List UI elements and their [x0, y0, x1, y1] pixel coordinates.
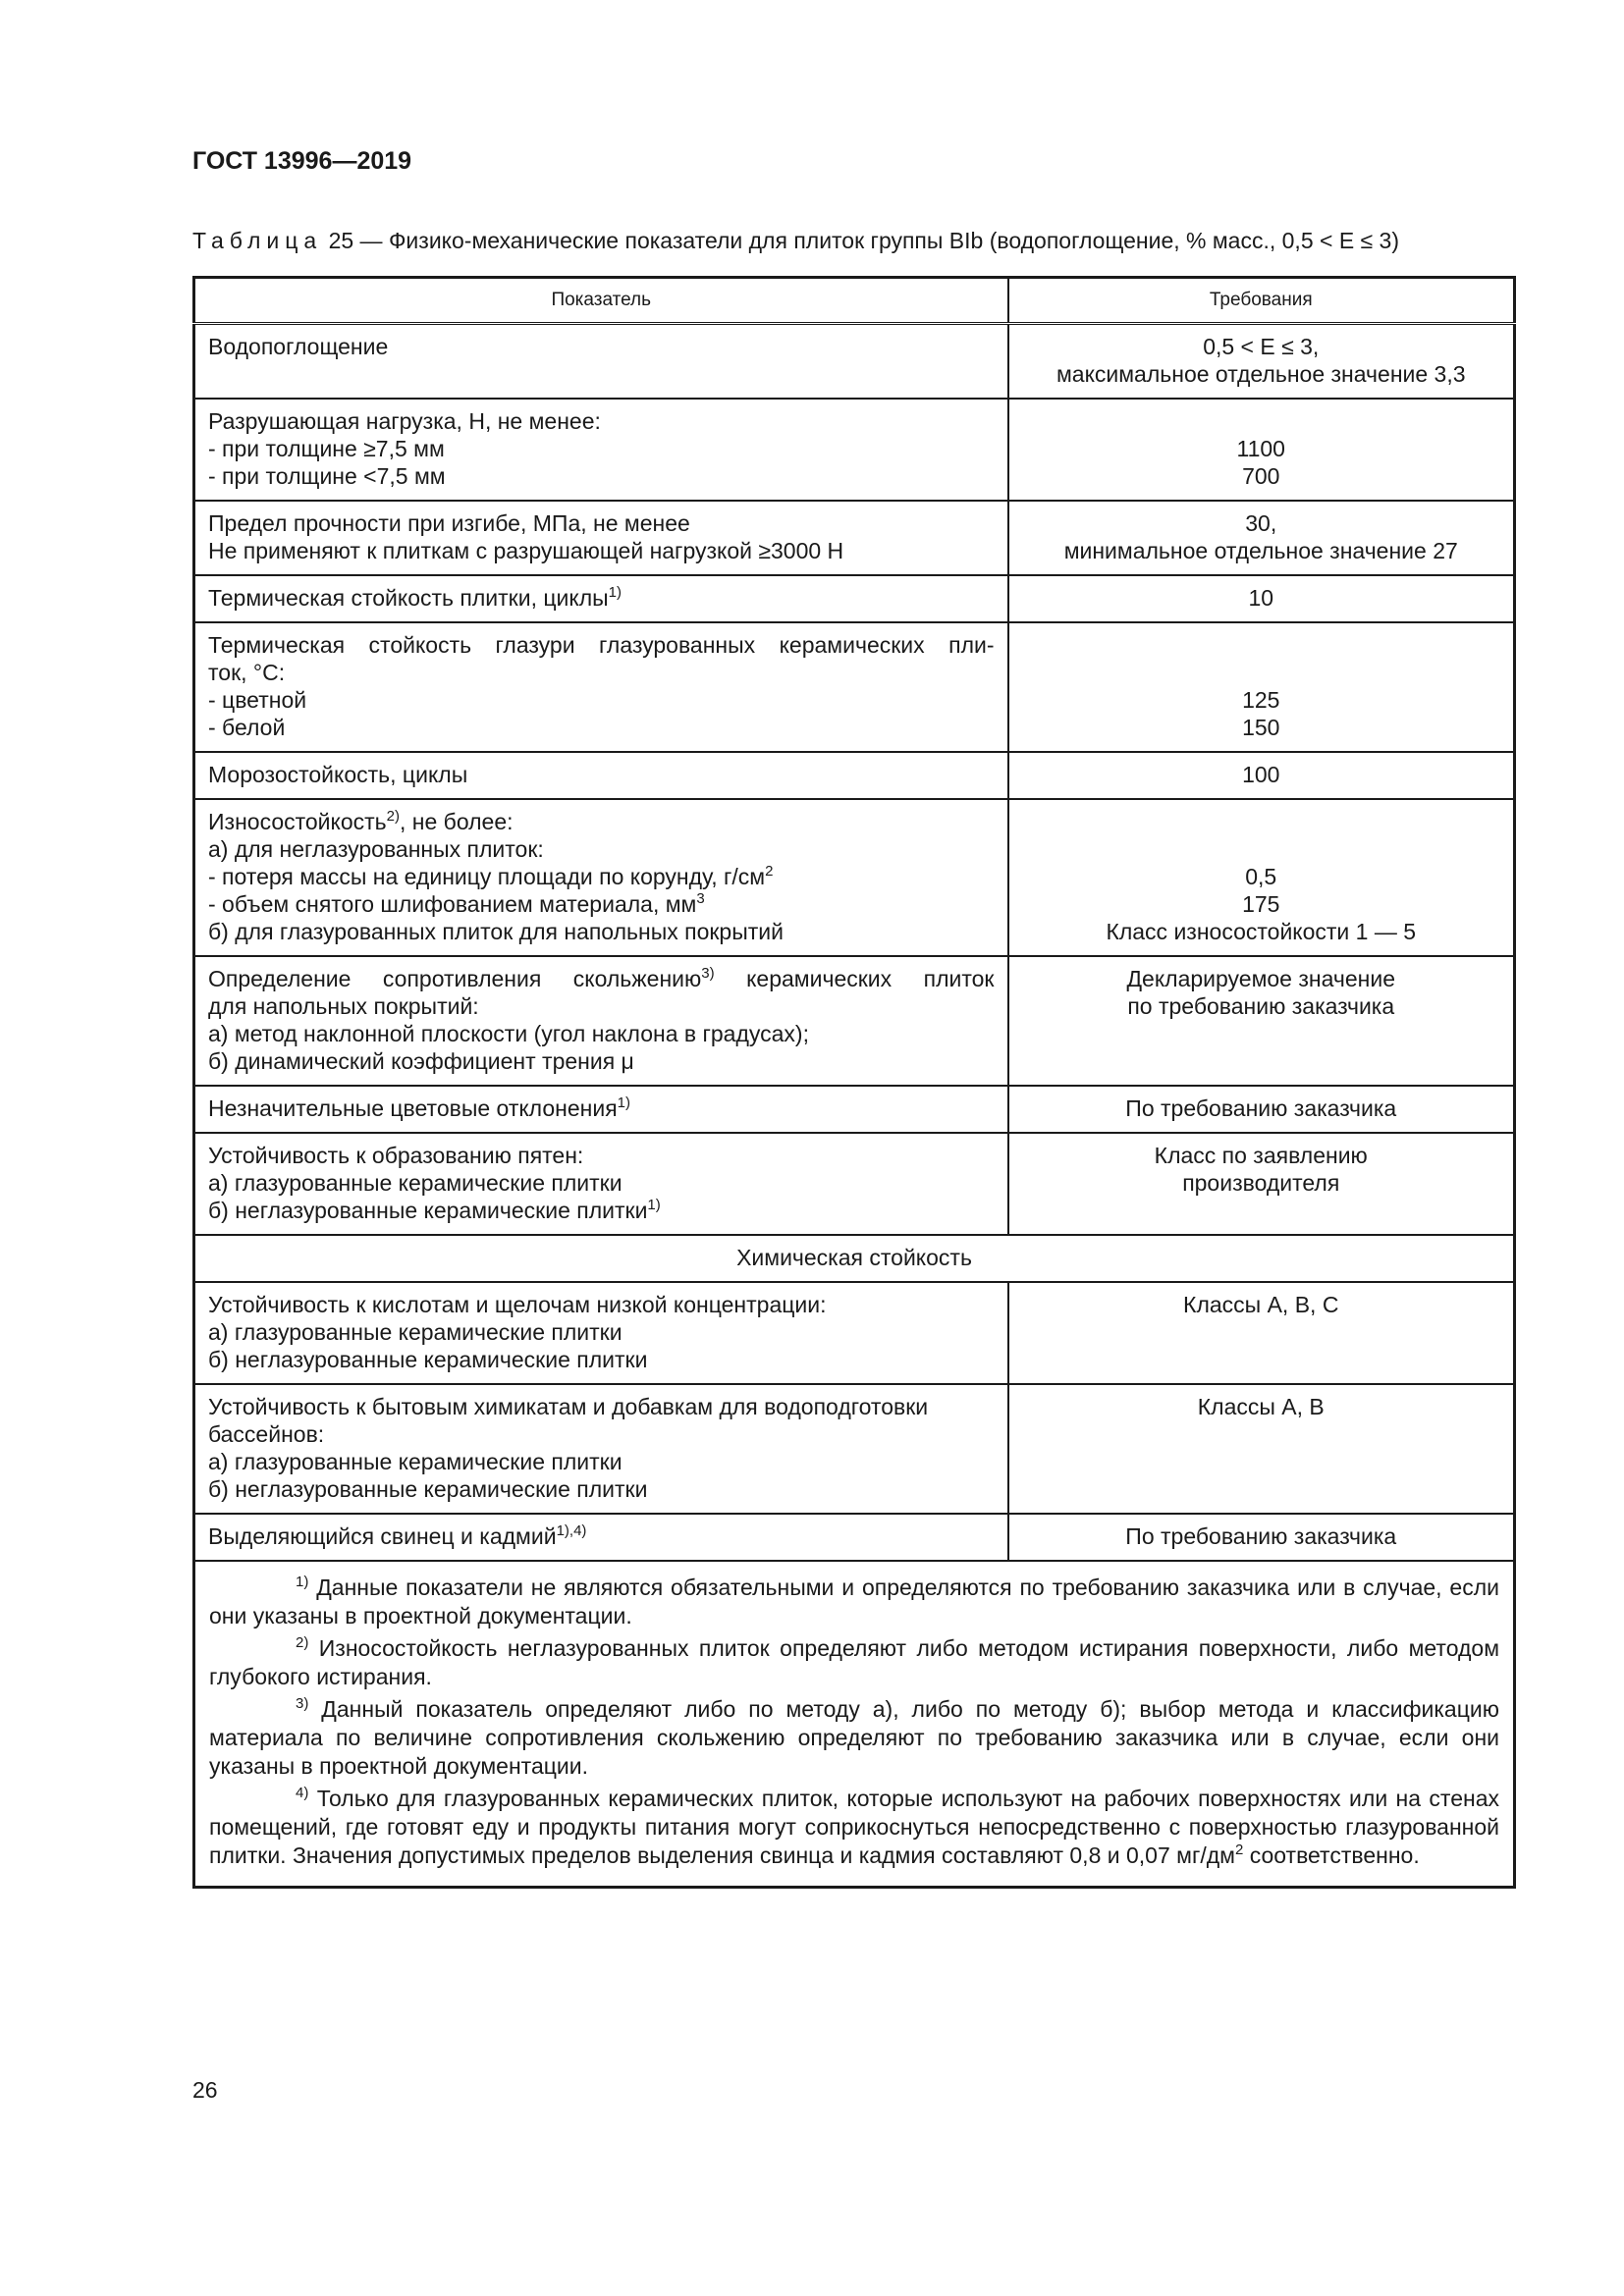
header-indicator: Показатель: [194, 278, 1008, 324]
indicator-line: для напольных покрытий:: [208, 993, 479, 1019]
table-caption: [192, 228, 1513, 254]
footnote-ref: 2): [386, 808, 401, 825]
footnote-ref: 1): [608, 584, 622, 601]
footnotes-cell: [194, 1561, 1515, 1888]
footnote-mark: 4): [296, 1785, 309, 1801]
indicator-cell: [194, 1514, 1008, 1561]
indicator-cell: [194, 799, 1008, 956]
requirement-line: 0,5 < E ≤ 3,: [1203, 334, 1320, 359]
indicator-line: б) динамический коэффициент трения μ: [208, 1048, 634, 1074]
requirement-line: 100: [1242, 762, 1280, 787]
indicator-line: Устойчивость к кислотам и щелочам низкой концентрации:: [208, 1292, 827, 1317]
indicator-line: Выделяющийся свинец и кадмий: [208, 1523, 557, 1549]
indicator-cell: [194, 1133, 1008, 1235]
properties-table: [192, 276, 1516, 1889]
requirement-cell: [1008, 324, 1515, 400]
requirement-line: 1100: [1236, 436, 1285, 461]
footnote-ref: 1): [617, 1095, 630, 1111]
requirement-line: максимальное отдельное значение 3,3: [1056, 361, 1466, 387]
requirement-line: По требованию заказчика: [1125, 1095, 1397, 1121]
requirement-line: Декларируемое значение: [1126, 966, 1396, 991]
requirement-line: Класс износостойкости 1 — 5: [1106, 919, 1417, 944]
table-row: [194, 752, 1515, 799]
requirement-line: 150: [1242, 715, 1280, 740]
indicator-line: б) для глазурованных плиток для напольных покрытий: [208, 919, 784, 944]
unit-exponent: 2: [765, 863, 774, 880]
table-row: [194, 956, 1515, 1086]
requirement-line: минимальное отдельное значение 27: [1063, 538, 1458, 563]
requirement-line: 175: [1242, 891, 1280, 917]
indicator-line: Термическая стойкость плитки, циклы: [208, 585, 609, 611]
requirement-line: По требованию заказчика: [1125, 1523, 1397, 1549]
indicator-line: Термическая стойкость глазури глазурованных керамических пли-: [208, 632, 995, 658]
indicator-line: - цветной: [208, 687, 307, 713]
requirement-line: 125: [1242, 687, 1280, 713]
indicator-cell: [194, 575, 1008, 622]
indicator-line: Износостойкость$^{2)}$, не более:: [208, 808, 514, 834]
indicator-line: - при толщине <7,5 мм: [208, 463, 446, 489]
indicator-line: бассейнов:: [208, 1421, 325, 1447]
indicator-line: Определение сопротивления скольжению$^{3)}$ керамических плиток: [208, 965, 995, 991]
requirement-line: 0,5: [1245, 864, 1277, 889]
table-row: [194, 799, 1515, 956]
requirement-cell: [1008, 1384, 1515, 1514]
indicator-line: Морозостойкость, циклы: [208, 762, 468, 787]
indicator-cell: [194, 752, 1008, 799]
indicator-line: - объем снятого шлифованием материала, $мм^3$: [208, 890, 705, 917]
indicator-line: Устойчивость к образованию пятен:: [208, 1143, 584, 1168]
table-row: [194, 575, 1515, 622]
footnote: $^{4)}$ Только для глазурованных керамических плиток, которые используют на рабочих поверхностях или на стенах помещений, где готовят еду и продукты питания могут соприкоснуться непосредственно с поверхностью глазурованной плитки. Значения допустимых пределов выделения свинца и кадмия составляют 0,8 и 0,07 $мг/дм^2$ соответственно.: [209, 1785, 1499, 1868]
requirement-cell: [1008, 1282, 1515, 1384]
indicator-line: Предел прочности при изгибе, МПа, не менее: [208, 510, 690, 536]
footnote-ref: 3): [701, 965, 715, 982]
indicator-line: а) глазурованные керамические плитки: [208, 1449, 623, 1474]
table-row: [194, 1384, 1515, 1514]
caption-text: 25 — Физико-механические показатели для плиток группы BIb (водопоглощение, % масс., 0,5 < E ≤ 3): [328, 228, 1400, 253]
table-row: [194, 1086, 1515, 1133]
requirement-line: 10: [1248, 585, 1274, 611]
section-row: [194, 1235, 1515, 1282]
unit-exponent: 3: [696, 890, 705, 907]
indicator-line: - при толщине ≥7,5 мм: [208, 436, 445, 461]
requirement-line: 30,: [1245, 510, 1277, 536]
requirement-cell: [1008, 956, 1515, 1086]
table-row: [194, 1514, 1515, 1561]
indicator-cell: [194, 324, 1008, 400]
table-header-row: [194, 278, 1515, 324]
footnote: $^{1)}$ Данные показатели не являются обязательными и определяются по требованию заказчика или в случае, если они указаны в проектной документации.: [209, 1574, 1499, 1629]
requirement-cell: [1008, 399, 1515, 501]
header-requirements: Требования: [1008, 278, 1515, 324]
indicator-cell: [194, 956, 1008, 1086]
table-row: [194, 1282, 1515, 1384]
document-code: ГОСТ 13996—2019: [192, 147, 412, 175]
caption-prefix: Таблица: [192, 228, 323, 253]
indicator-cell: [194, 501, 1008, 575]
indicator-line: Водопоглощение: [208, 334, 389, 359]
requirement-cell: [1008, 1514, 1515, 1561]
requirement-cell: [1008, 1133, 1515, 1235]
requirement-cell: [1008, 1086, 1515, 1133]
requirement-line: производителя: [1182, 1170, 1340, 1196]
indicator-line: б) неглазурованные керамические плитки: [208, 1347, 648, 1372]
requirement-cell: [1008, 622, 1515, 752]
unit-exponent: 2: [1234, 1842, 1244, 1858]
indicator-line: Устойчивость к бытовым химикатам и добавкам для водоподготовки: [208, 1394, 929, 1419]
indicator-cell: [194, 1282, 1008, 1384]
footnotes-row: [194, 1561, 1515, 1888]
table-row: [194, 1133, 1515, 1235]
indicator-cell: [194, 1086, 1008, 1133]
requirement-line: Класс по заявлению: [1154, 1143, 1368, 1168]
requirement-cell: [1008, 752, 1515, 799]
requirement-cell: [1008, 799, 1515, 956]
requirement-line: Классы А, В: [1197, 1394, 1325, 1419]
indicator-cell: [194, 622, 1008, 752]
indicator-line: - белой: [208, 715, 286, 740]
indicator-cell: [194, 399, 1008, 501]
page-number: 26: [192, 2077, 218, 2103]
table-row: [194, 622, 1515, 752]
indicator-line: Не применяют к плиткам с разрушающей нагрузкой ≥3000 Н: [208, 538, 844, 563]
table-row: [194, 324, 1515, 400]
indicator-line: б) неглазурованные керамические плитки$^{1)}$: [208, 1197, 661, 1223]
indicator-line: а) глазурованные керамические плитки: [208, 1319, 623, 1345]
indicator-line: Разрушающая нагрузка, Н, не менее:: [208, 408, 601, 434]
footnote-ref: 1),4): [556, 1522, 587, 1539]
indicator-line: а) метод наклонной плоскости (угол наклона в градусах);: [208, 1021, 809, 1046]
requirement-cell: [1008, 575, 1515, 622]
indicator-line: а) глазурованные керамические плитки: [208, 1170, 623, 1196]
indicator-line: ток, °С:: [208, 660, 286, 685]
footnote: $^{2)}$ Износостойкость неглазурованных плиток определяют либо методом истирания поверхности, либо методом глубокого истирания.: [209, 1634, 1500, 1689]
footnote-ref: 1): [647, 1197, 661, 1213]
requirement-line: Классы А, В, С: [1183, 1292, 1339, 1317]
footnote: $^{3)}$ Данный показатель определяют либо по методу а), либо по методу б); выбор метода и классификацию материала по величине сопротивления скольжению определяют по требованию заказчика или в случае, если они указаны в проектной документации.: [209, 1695, 1499, 1779]
requirement-line: 700: [1242, 463, 1280, 489]
table-row: [194, 399, 1515, 501]
footnote-mark: 2): [296, 1634, 309, 1651]
footnote-mark: 1): [296, 1574, 309, 1590]
requirement-cell: [1008, 501, 1515, 575]
footnote-mark: 3): [296, 1695, 309, 1712]
section-heading-chemical: Химическая стойкость: [194, 1235, 1515, 1282]
requirement-line: по требованию заказчика: [1127, 993, 1395, 1019]
indicator-line: б) неглазурованные керамические плитки: [208, 1476, 648, 1502]
table-row: [194, 501, 1515, 575]
indicator-line: - потеря массы на единицу площади по корунду, $г/см^2$: [208, 863, 774, 889]
indicator-line: Незначительные цветовые отклонения: [208, 1095, 618, 1121]
indicator-cell: [194, 1384, 1008, 1514]
indicator-line: а) для неглазурованных плиток:: [208, 836, 544, 862]
